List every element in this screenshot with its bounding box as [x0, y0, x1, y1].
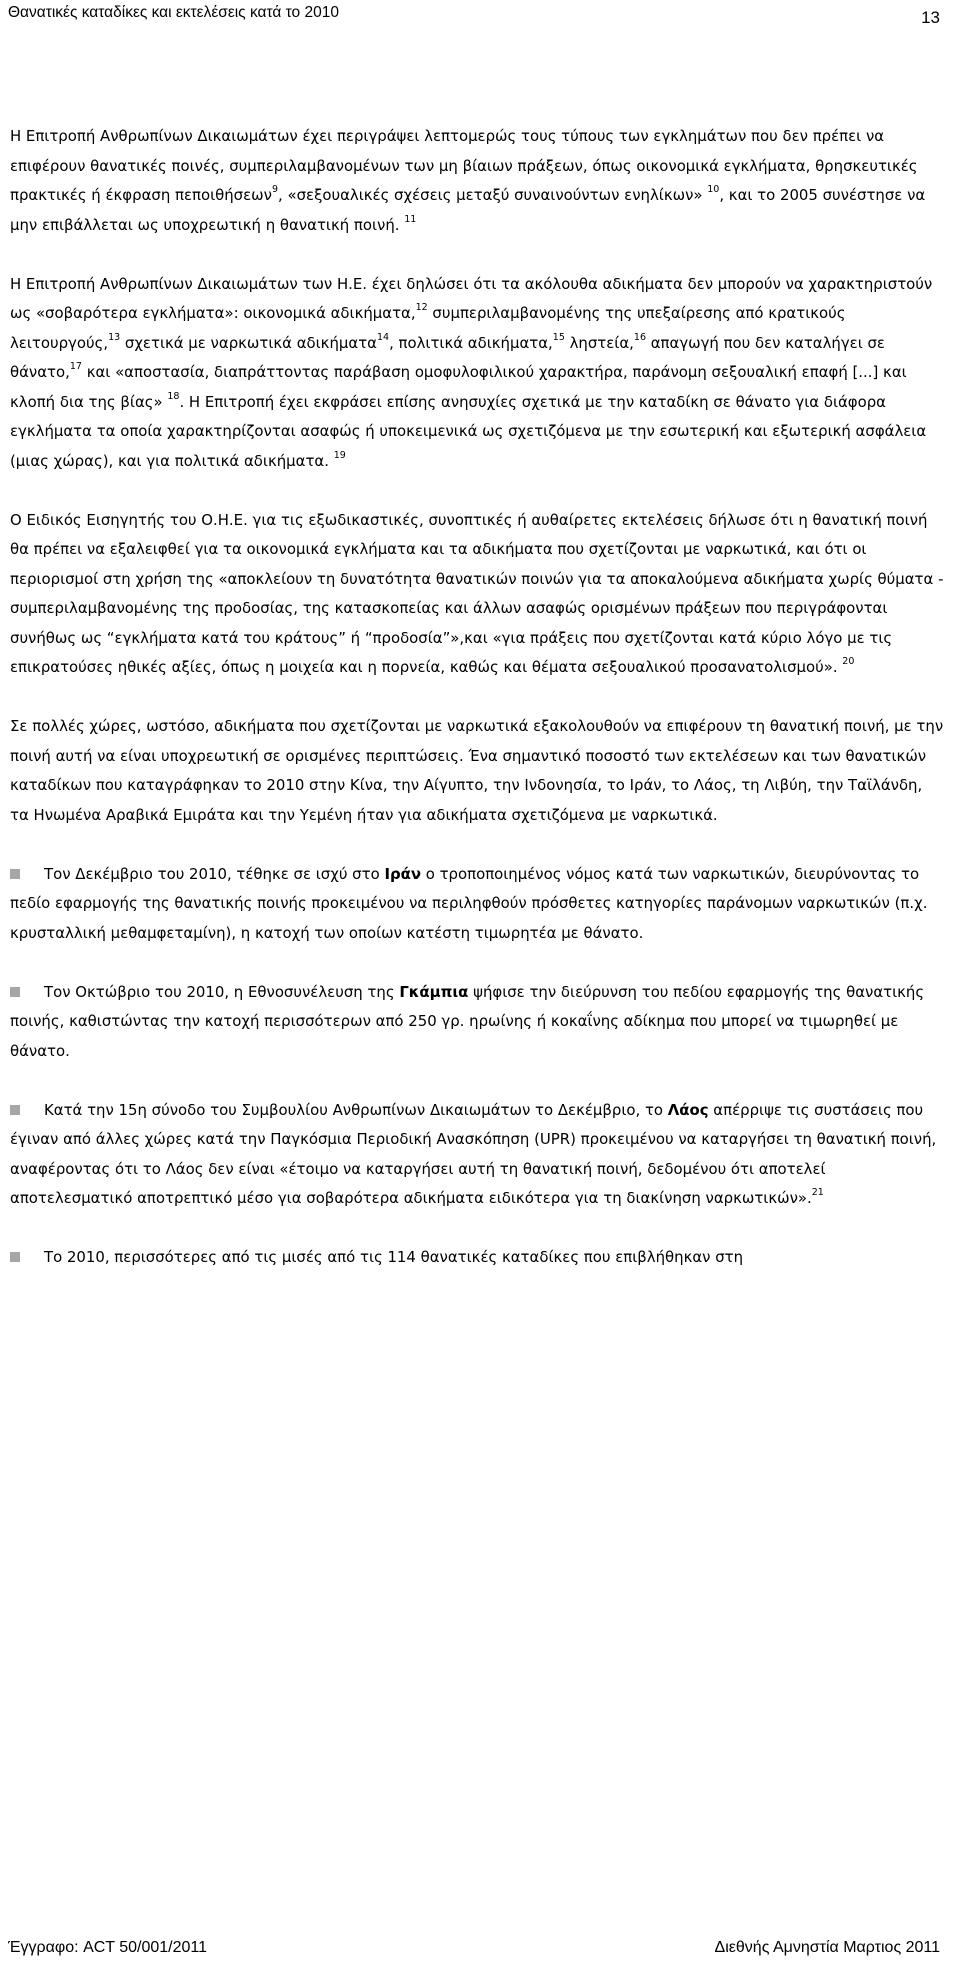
bullet-paragraph — [10, 1096, 945, 1214]
text-run: Η Επιτροπή Ανθρωπίνων Δικαιωμάτων έχει περιγράψει λεπτομερώς τους τύπους των εγκλημάτων που δεν πρέπει να επιφέρουν θανατικές ποινές, συμπεριλαμβανομένων των μη βίαιων πράξεων, όπως οικονομικά εγκλήματα, θρησκευτικές πρακτικές ή έκφραση πεποιθήσεων — [10, 127, 918, 204]
text-run: Το 2010, περισσότερες από τις μισές από τις 114 θανατικές καταδίκες που επιβλήθηκαν στη — [44, 1248, 744, 1266]
footnote-ref: 13 — [108, 331, 121, 343]
footnote-ref: 17 — [69, 361, 82, 372]
footnote-ref: 12 — [415, 302, 428, 313]
text-run: ληστεία, — [564, 333, 634, 352]
square-bullet-icon — [10, 1105, 20, 1115]
page-number: 13 — [921, 8, 940, 27]
footnote-ref: 9 — [271, 184, 278, 195]
footnote-ref: 19 — [333, 449, 346, 461]
text-run: ο τροποποιημένος νόμος κατά των ναρκωτικών, διευρύνοντας το πεδίο εφαρμογής της θανατικής ποινής προκειμένου να περιληφθούν πρόσθετες κατηγορίες παράνομων ναρκωτικών (π.χ. κρυσταλλική μεθαμφεταμίνη), η κατοχή των οποίων κατέστη τιμωρητέα με θάνατο. — [10, 864, 928, 942]
text-run: Ο Ειδικός Εισηγητής του Ο.Η.Ε. για τις εξωδικαστικές, συνοπτικές ή αυθαίρετες εκτελέσεις δήλωσε ότι η θανατική ποινή θα πρέπει να εξαλειφθεί για τα οικονομικά εγκλήματα και τα αδικήματα που σχετίζονται με ναρκωτικά, και ότι οι περιορισμοί στη χρήση της «αποκλείουν τη δυνατότητα θανατικών ποινών για τα αποκαλούμενα αδικήματα χωρίς θύματα - συμπεριλαμβανομένης της προδοσίας, της κατασκοπείας και άλλων ασαφώς ορισμένων πράξεων που περιγράφονται συνήθως ως “εγκλήματα κατά του κράτους” ή “προδοσία”»,και «για πράξεις που σχετίζονται κατά κύριο λόγο με τις επικρατούσες ηθικές αξίες, όπως η μοιχεία και η πορνεία, καθώς και θέματα σεξουαλικού προσανατολισμού». — [10, 510, 944, 676]
text-run: . Η Επιτροπή έχει εκφράσει επίσης ανησυχίες σχετικά με την καταδίκη σε θάνατο για διάφορα εγκλήματα τα οποία χαρακτηρίζονται ασαφώς ή υποκειμενικά ως σχετιζόμενα με την εσωτερική και εξωτερική ασφάλεια (μιας χώρας), και για πολιτικά αδικήματα. — [10, 392, 927, 470]
footnote-ref: 14 — [376, 331, 390, 343]
body-paragraph — [10, 270, 945, 477]
text-run: Κατά την 15η σύνοδο του Συμβουλίου Ανθρωπίνων Δικαιωμάτων το Δεκέμβριο, το — [44, 1100, 668, 1119]
running-header-title: Θανατικές καταδίκες και εκτελέσεις κατά το 2010 — [8, 4, 339, 21]
text-run: σχετικά με ναρκωτικά αδικήματα — [120, 333, 377, 352]
square-bullet-icon — [10, 1252, 20, 1262]
bullet-paragraph — [10, 978, 945, 1067]
document-body — [10, 122, 945, 1273]
country-name: Λάος — [667, 1100, 709, 1119]
text-run: απαγωγή που δεν καταλήγει σε θάνατο, — [10, 333, 885, 381]
footnote-ref: 15 — [552, 331, 565, 343]
footnote-ref: 20 — [842, 656, 855, 667]
footnote-ref: 21 — [811, 1187, 824, 1198]
square-bullet-icon — [10, 987, 20, 997]
text-run: Σε πολλές χώρες, ωστόσο, αδικήματα που σχετίζονται με ναρκωτικά εξακολουθούν να επιφέρουν τη θανατική ποινή, με την ποινή αυτή να είναι υποχρεωτική σε ορισμένες περιπτώσεις. Ένα σημαντικό ποσοστό των εκτελέσεων και των θανατικών καταδίκων που καταγράφηκαν το 2010 στην Κίνα, την Αίγυπτο, την Ινδονησία, το Ιράν, το Λάος, τη Λιβύη, την Ταϊλάνδη, τα Ηνωμένα Αραβικά Εμιράτα και την Υεμένη ήταν για αδικήματα σχετιζόμενα με ναρκωτικά. — [10, 717, 944, 824]
body-paragraph — [10, 506, 945, 683]
text-run: , και το 2005 συνέστησε να μην επιβάλλεται ως υποχρεωτική η θανατική ποινή. — [10, 186, 926, 234]
text-run: Τον Δεκέμβριο του 2010, τέθηκε σε ισχύ στο — [44, 864, 385, 883]
footnote-ref: 10 — [707, 184, 720, 195]
footnote-ref: 18 — [167, 390, 180, 402]
country-name: Ιράν — [384, 864, 422, 883]
footnote-ref: 11 — [404, 213, 417, 225]
footer-publisher-date: Διεθνής Αμνηστία Μαρτιος 2011 — [714, 1939, 940, 1956]
bullet-paragraph — [10, 860, 945, 949]
text-run: , πολιτικά αδικήματα, — [389, 333, 553, 352]
footer-document-ref: Έγγραφο: ACT 50/001/2011 — [8, 1939, 208, 1956]
text-run: , «σεξουαλικές σχέσεις μεταξύ συναινούντων ενηλίκων» — [278, 186, 708, 204]
text-run: απέρριψε τις συστάσεις που έγιναν από άλλες χώρες κατά την Παγκόσμια Περιοδική Ανασκόπηση (UPR) προκειμένου να καταργήσει τη θανατική ποινή, αναφέροντας ότι το Λάος δεν είναι «έτοιμο να καταργήσει αυτή τη θανατική ποινή, δεδομένου ότι αποτελεί αποτελεσματικό αποτρεπτικό μέσο για σοβαρότερα αδικήματα ειδικότερα για τη διακίνηση ναρκωτικών». — [10, 1100, 937, 1207]
country-name: Γκάμπια — [399, 982, 469, 1001]
text-run: και «αποστασία, διαπράττοντας παράβαση ομοφυλοφιλικού χαρακτήρα, παράνομη σεξουαλική επαφή [...] και κλοπή δια της βίας» — [10, 363, 907, 411]
square-bullet-icon — [10, 869, 20, 879]
bullet-paragraph — [10, 1243, 945, 1273]
footnote-ref: 16 — [633, 331, 646, 343]
body-paragraph — [10, 122, 945, 240]
text-run: συμπεριλαμβανομένης της υπεξαίρεσης από κρατικούς λειτουργούς, — [10, 304, 846, 352]
text-run: Τον Οκτώβριο του 2010, η Εθνοσυνέλευση της — [44, 982, 400, 1001]
text-run: Η Επιτροπή Ανθρωπίνων Δικαιωμάτων των Η.Ε. έχει δηλώσει ότι τα ακόλουθα αδικήματα δεν μπορούν να χαρακτηριστούν ως «σοβαρότερα εγκλήματα»: οικονομικά αδικήματα, — [10, 274, 933, 322]
page-footer — [8, 1939, 940, 1957]
text-run: ψήφισε την διεύρυνση του πεδίου εφαρμογής της θανατικής ποινής, καθιστώντας την κατοχή περισσότερων από 250 γρ. ηρωίνης ή κοκαΐνης αδίκημα που μπορεί να τιμωρηθεί με θάνατο. — [10, 982, 925, 1060]
body-paragraph — [10, 712, 945, 830]
